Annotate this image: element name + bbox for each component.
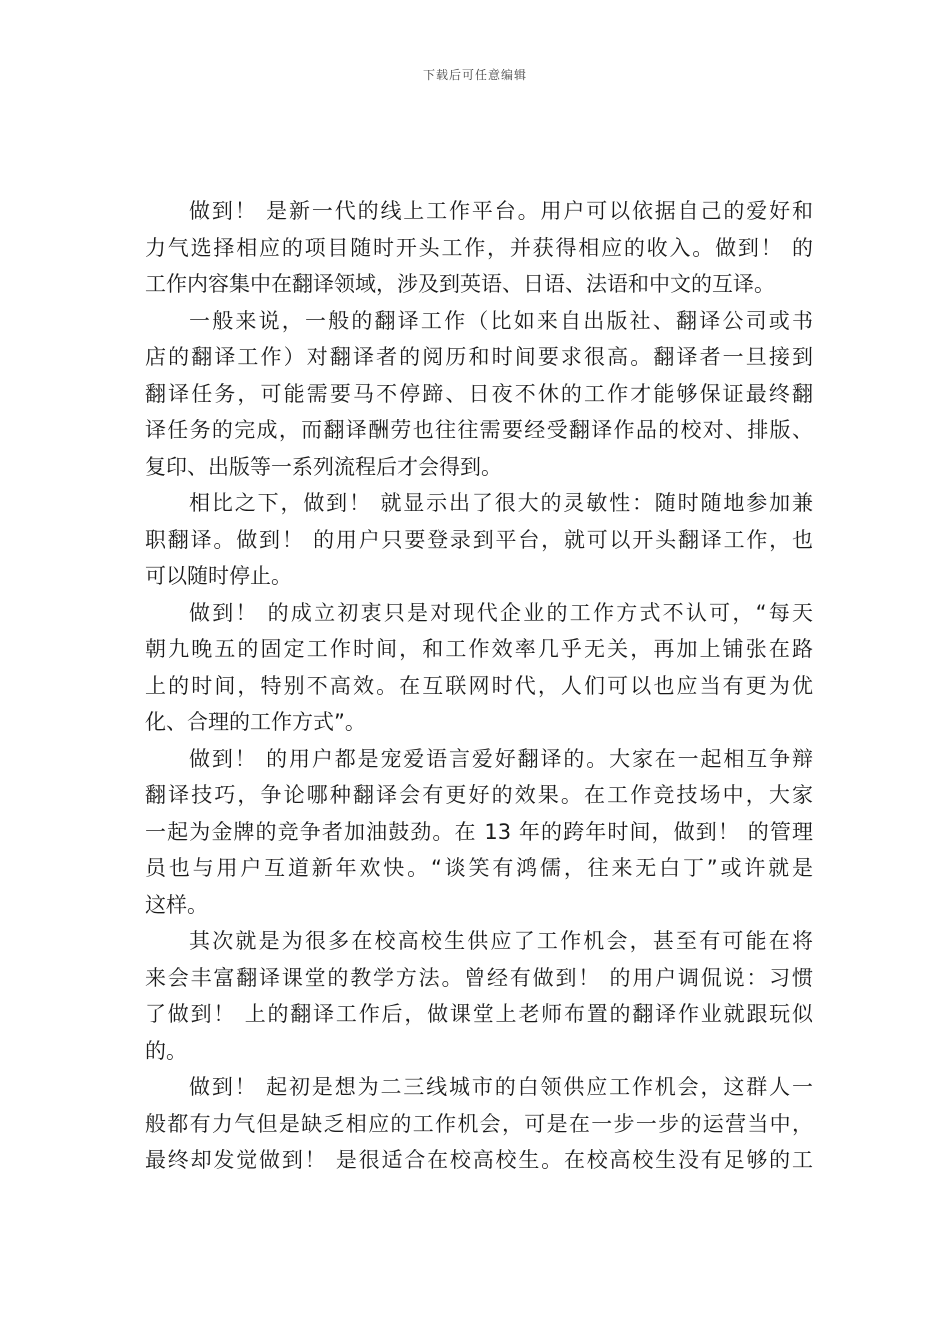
- text-line: 职翻译。做到！ 的用户只要登录到平台，就可以开头翻译工作，也: [145, 527, 813, 552]
- text-line: 上的时间，特别不高效。在互联网时代，人们可以也应当有更为优: [145, 673, 813, 698]
- text-line: 一起为金牌的竞争者加油鼓劲。在 13 年的跨年时间，做到！ 的管理: [145, 819, 813, 844]
- text-line: 做到！ 起初是想为二三线城市的白领供应工作机会，这群人一: [189, 1075, 813, 1099]
- paragraph-traditional-translation: [145, 303, 813, 486]
- text-line: 来会丰富翻译课堂的教学方法。曾经有做到！ 的用户调侃说：习惯: [145, 965, 813, 990]
- paragraph-target-users: [145, 1069, 813, 1179]
- text-line: 译任务的完成，而翻译酬劳也往往需要经受翻译作品的校对、排版、: [145, 418, 813, 442]
- document-body: [145, 193, 813, 1179]
- text-line: 这样。: [145, 892, 208, 917]
- text-line: 翻译任务，可能需要马不停蹄、日夜不休的工作才能够保证最终翻: [145, 381, 813, 406]
- page-header: 下载后可任意编辑: [422, 68, 527, 82]
- paragraph-students: [145, 923, 813, 1069]
- text-line: 其次就是为很多在校高校生供应了工作机会，甚至有可能在将: [189, 929, 813, 953]
- text-line: 员也与用户互道新年欢快。“谈笑有鸿儒，往来无白丁”或许就是: [145, 856, 813, 880]
- text-line: 复印、出版等一系列流程后才会得到。: [145, 454, 502, 479]
- text-line: 化、合理的工作方式”。: [145, 710, 366, 734]
- paragraph-flexibility: [145, 485, 813, 595]
- text-line: 力气选择相应的项目随时开头工作，并获得相应的收入。做到！ 的: [145, 235, 813, 260]
- text-line: 翻译技巧，争论哪种翻译会有更好的效果。在工作竞技场中，大家: [145, 783, 813, 807]
- text-line: 朝九晚五的固定工作时间，和工作效率几乎无关，再加上铺张在路: [145, 637, 813, 661]
- text-line: 做到！ 是新一代的线上工作平台。用户可以依据自己的爱好和: [189, 199, 813, 223]
- text-line: 可以随时停止。: [145, 564, 292, 588]
- text-line: 一般来说，一般的翻译工作（比如来自出版社、翻译公司或书: [189, 308, 813, 333]
- text-line: 最终却发觉做到！ 是很适合在校高校生。在校高校生没有足够的工: [145, 1148, 813, 1172]
- text-line: 做到！ 的成立初衷只是对现代企业的工作方式不认可，“每天: [189, 600, 813, 625]
- text-line: 了做到！ 上的翻译工作后，做课堂上老师布置的翻译作业就跟玩似: [145, 1002, 813, 1026]
- text-line: 店的翻译工作）对翻译者的阅历和时间要求很高。翻译者一旦接到: [145, 345, 813, 369]
- paragraph-intro: [145, 193, 813, 303]
- text-line: 相比之下，做到！ 就显示出了很大的灵敏性：随时随地参加兼: [189, 491, 813, 515]
- paragraph-community: [145, 741, 813, 924]
- text-line: 做到！ 的用户都是宠爱语言爱好翻译的。大家在一起相互争辩: [189, 746, 813, 771]
- text-line: 的。: [145, 1038, 187, 1063]
- text-line: 般都有力气但是缺乏相应的工作机会，可是在一步一步的运营当中，: [145, 1111, 813, 1136]
- paragraph-founding-intent: [145, 595, 813, 741]
- text-line: 工作内容集中在翻译领域，涉及到英语、日语、法语和中文的互译。: [145, 272, 775, 296]
